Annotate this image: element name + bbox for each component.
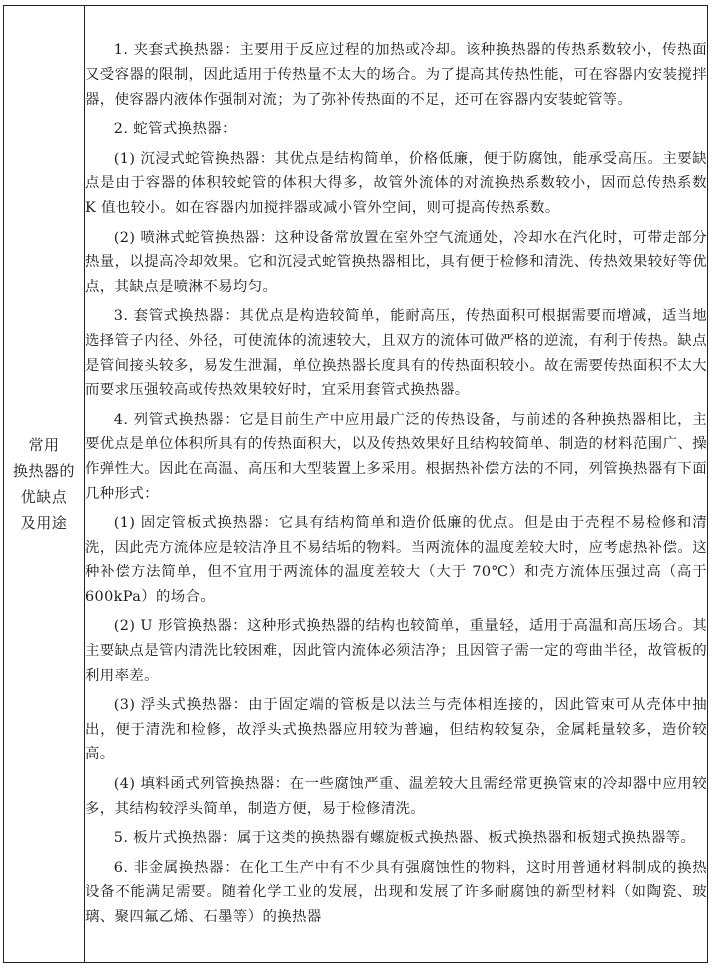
paragraph-immersed-coil: (1) 沉浸式蛇管换热器：其优点是结构简单，价格低廉，便于防腐蚀，能承受高压。主要缺点是由于容器的体积较蛇管的体积大得多，故管外流体的对流换热系数较小，因而总传热系数 K 值也较小。如在容器内加搅拌器或减小管外空间，则可提高传热系数。: [85, 150, 707, 216]
paragraph-coil-heading: 2. 蛇管式换热器：: [113, 121, 237, 138]
paragraph-shell-tube: 4. 列管式换热器：它是目前生产中应用最广泛的传热设备，与前述的各种换热器相比，主要优点是单位体积所具有的传热面积大，以及传热效果好且结构较简单、制造的材料范围广、操作弹性大。因此在高温、高压和大型装置上多采用。根据热补偿方法的不同，列管换热器有下面几种形式：: [85, 411, 707, 502]
paragraph-packed-gland: (4) 填料函式列管换热器：在一些腐蚀严重、温差较大且需经常更换管束的冷却器中应用较多，其结构较浮头简单，制造方便，易于检修清洗。: [85, 776, 707, 817]
row-label: [4, 432, 84, 536]
heat-exchanger-table: [3, 5, 708, 963]
paragraph-fixed-tubesheet: (1) 固定管板式换热器：它具有结构简单和造价低廉的优点。但是由于壳程不易检修和清洗，因此壳方流体应是较洁净且不易结垢的物料。当两流体的温度差较大时，应考虑热补偿。这种补偿方法简单，但不宜用于两流体的温度差较大（大于 70℃）和壳方流体压强过高（高于 600kPa）的场合。: [85, 515, 707, 605]
row-label-line: 及用途: [20, 514, 68, 532]
paragraph-u-tube: (2) U 形管换热器：这种形式换热器的结构也较简单，重量轻，适用于高温和高压场合。其主要缺点是管内清洗比较困难，因此管内流体必须洁净；且因管子需一定的弯曲半径，故管板的利用率差。: [85, 618, 707, 684]
paragraph-plate: 5. 板片式换热器：属于这类的换热器有螺旋板式换热器、板式换热器和板翅式换热器等。: [113, 830, 696, 847]
row-label-line: 常用: [28, 436, 60, 454]
content-cell: [85, 6, 708, 963]
paragraph-jacketed: 1. 夹套式换热器：主要用于反应过程的加热或冷却。该种换热器的传热系数较小，传热面又受容器的限制，因此适用于传热量不太大的场合。为了提高其传热性能，可在容器内安装搅拌器，使容器内液体作强制对流；为了弥补传热面的不足，还可在容器内安装蛇管等。: [85, 42, 707, 108]
row-label-line: 换热器的: [12, 462, 75, 480]
row-label-line: 优缺点: [20, 488, 68, 506]
paragraph-nonmetal: 6. 非金属换热器：在化工生产中有不少具有强腐蚀性的物料，这时用普通材料制成的换热设备不能满足需要。随着化学工业的发展，出现和发展了许多耐腐蚀的新型材料（如陶瓷、玻璃、聚四氟乙烯、石墨等）的换热器: [85, 859, 707, 925]
table-row: [4, 6, 708, 963]
paragraph-spray-coil: (2) 喷淋式蛇管换热器：这种设备常放置在室外空气流通处，冷却水在汽化时，可带走部分热量，以提高冷却效果。它和沉浸式蛇管换热器相比，具有便于检修和清洗、传热效果较好等优点，其缺点是喷淋不易均匀。: [85, 229, 707, 295]
row-label-cell: [4, 6, 85, 963]
paragraph-floating-head: (3) 浮头式换热器：由于固定端的管板是以法兰与壳体相连接的，因此管束可从壳体中抽出，便于清洗和检修，故浮头式换热器应用较为普遍，但结构较复杂，金属耗量较多，造价较高。: [85, 697, 707, 763]
paragraph-double-pipe: 3. 套管式换热器：其优点是构造较简单，能耐高压，传热面积可根据需要而增减，适当地选择管子内径、外径，可使流体的流速较大，且双方的流体可做严格的逆流，有利于传热。缺点是管间接头较多，易发生泄漏，单位换热器长度具有的传热面积较小。故在需要传热面积不太大而要求压强较高或传热效果较好时，宜采用套管式换热器。: [85, 308, 707, 399]
